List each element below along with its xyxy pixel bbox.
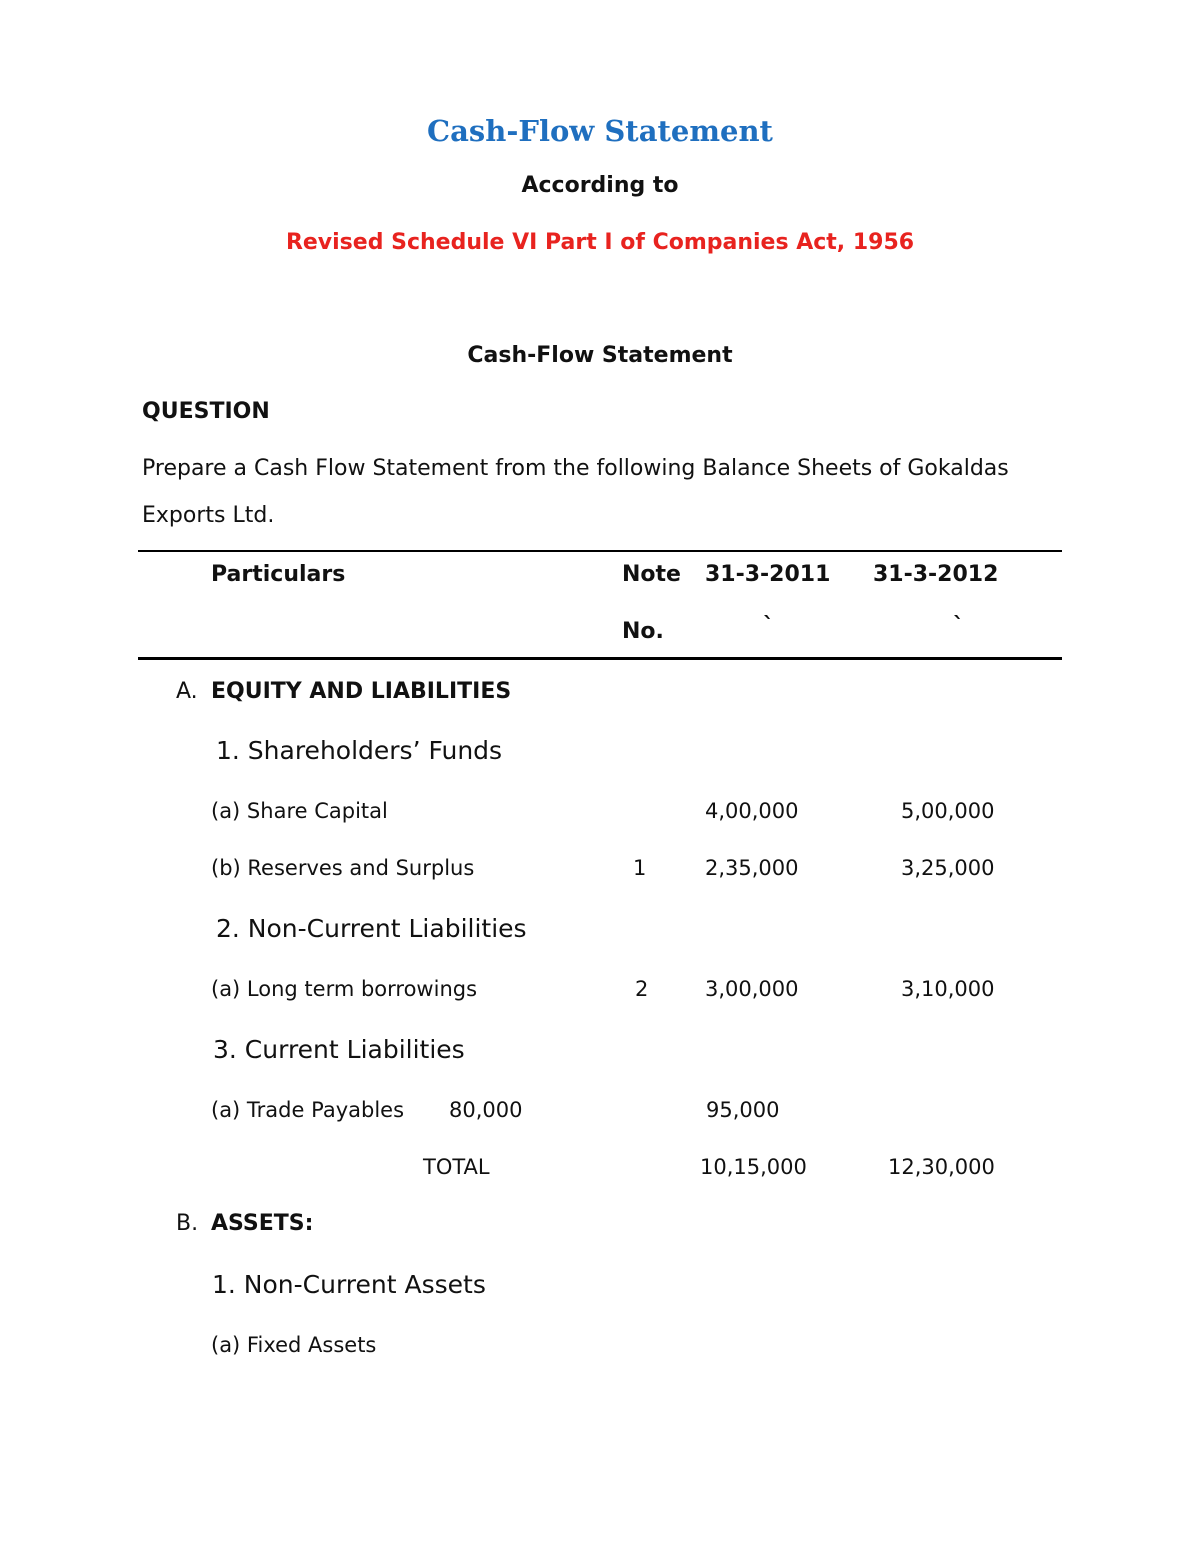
row-payables-2011: 80,000 — [449, 1098, 523, 1122]
section-a-letter: A. — [176, 679, 198, 704]
table-header-rule — [138, 657, 1062, 660]
question-text-line1: Prepare a Cash Flow Statement from the following Balance Sheets of Gokaldas — [142, 456, 1009, 481]
row-reserves-note: 1 — [633, 856, 647, 880]
row-reserves-2011: 2,35,000 — [705, 856, 799, 880]
heading-non-current-assets: 1. Non-Current Assets — [212, 1270, 486, 1299]
heading-shareholders-funds: 1. Shareholders’ Funds — [216, 736, 503, 765]
row-borrowings-2011: 3,00,000 — [705, 977, 799, 1001]
header-2012: 31-3-2012 — [873, 562, 999, 587]
question-label: QUESTION — [142, 399, 270, 424]
row-fixed-assets-label: (a) Fixed Assets — [211, 1333, 377, 1357]
row-payables-2012: 95,000 — [706, 1098, 780, 1122]
header-note: Note — [622, 562, 681, 587]
section-b-letter: B. — [176, 1211, 199, 1236]
document-title: Cash-Flow Statement — [427, 114, 773, 148]
section-b-label: ASSETS: — [211, 1211, 314, 1236]
subtitle: According to — [521, 173, 679, 198]
question-text-line2: Exports Ltd. — [142, 503, 275, 528]
row-reserves-label: (b) Reserves and Surplus — [211, 856, 475, 880]
header-note-no: No. — [622, 619, 664, 644]
row-share-capital-2012: 5,00,000 — [901, 799, 995, 823]
section-a-label: EQUITY AND LIABILITIES — [211, 679, 512, 704]
row-total-2012: 12,30,000 — [888, 1155, 995, 1179]
row-borrowings-note: 2 — [635, 977, 649, 1001]
row-reserves-2012: 3,25,000 — [901, 856, 995, 880]
reference-line: Revised Schedule VI Part I of Companies Act, 1956 — [285, 230, 915, 255]
currency-symbol-2012: ` — [953, 614, 964, 639]
header-2011: 31-3-2011 — [705, 562, 831, 587]
table-top-rule — [138, 550, 1062, 552]
heading-non-current-liabilities: 2. Non-Current Liabilities — [216, 914, 527, 943]
currency-symbol-2011: ` — [763, 614, 774, 639]
row-borrowings-2012: 3,10,000 — [901, 977, 995, 1001]
row-share-capital-label: (a) Share Capital — [211, 799, 388, 823]
row-payables-label: (a) Trade Payables — [211, 1098, 405, 1122]
row-total-label: TOTAL — [423, 1155, 490, 1179]
heading-current-liabilities: 3. Current Liabilities — [213, 1035, 465, 1064]
row-share-capital-2011: 4,00,000 — [705, 799, 799, 823]
row-total-2011: 10,15,000 — [700, 1155, 807, 1179]
row-borrowings-label: (a) Long term borrowings — [211, 977, 478, 1001]
section-title: Cash-Flow Statement — [467, 343, 733, 368]
header-particulars: Particulars — [211, 562, 346, 587]
